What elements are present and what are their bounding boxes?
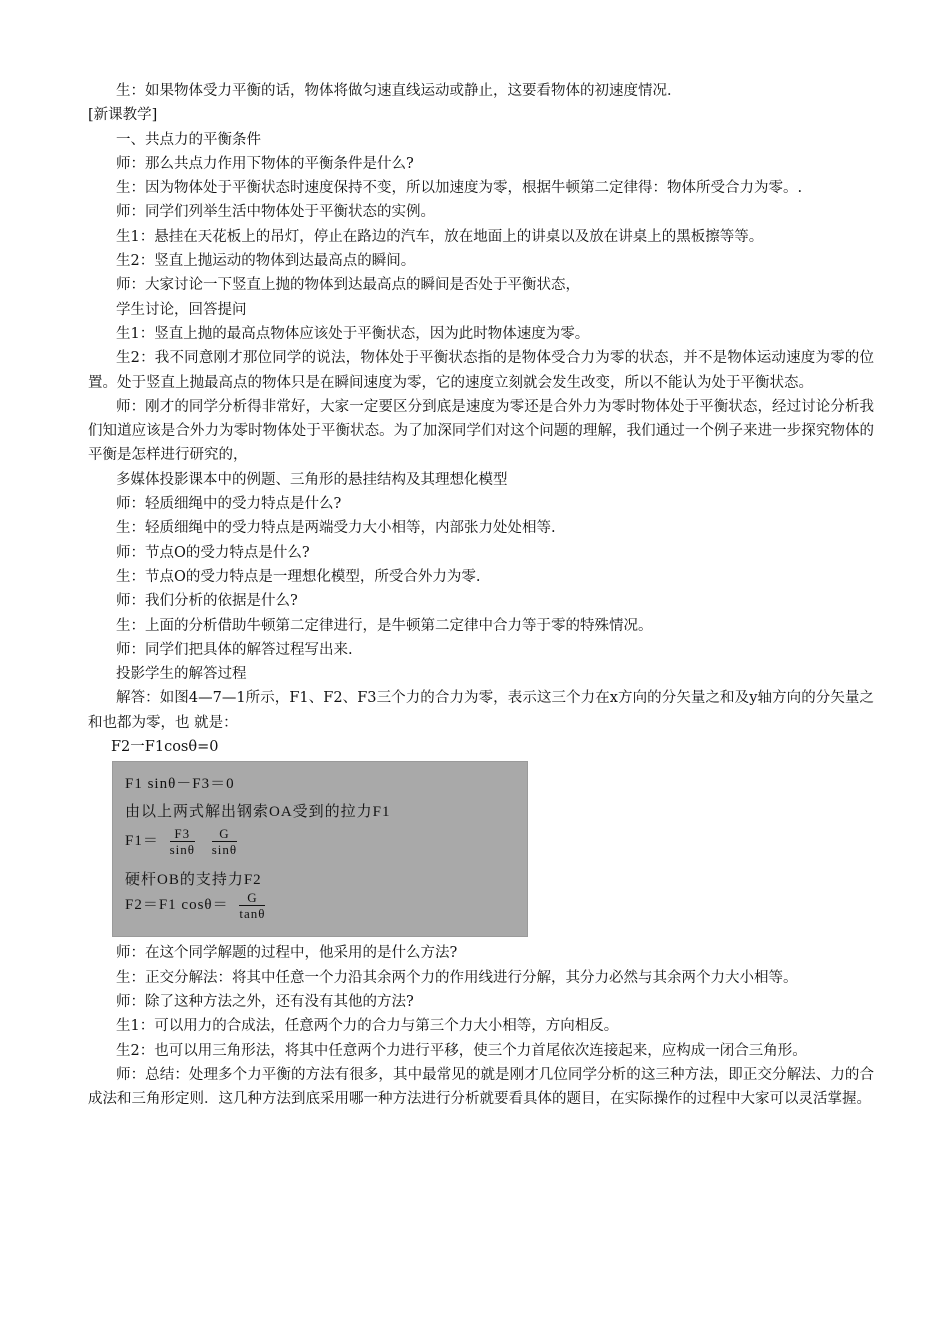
fraction-numerator: G	[239, 890, 265, 906]
figure-line-2: 由以上两式解出钢索OA受到的拉力F1	[125, 804, 391, 821]
paragraph: 生：轻质细绳中的受力特点是两端受力大小相等，内部张力处处相等.	[116, 520, 556, 537]
fraction-denominator: tanθ	[239, 906, 266, 922]
paragraph: 师：刚才的同学分析得非常好，大家一定要区分到底是速度为零还是合外力为零时物体处于平衡状态，经过讨论分析我们知道应该是合外力为零时物体处于平衡状态。为了加深同学们对这个问题的理解，我们通过一个例子来进一步探究物体的平衡是怎样进行研究的，	[88, 398, 874, 464]
figure-line-4: 硬杆OB的支持力F2	[125, 872, 262, 889]
figure-line-1: F1 sinθ－F3＝0	[125, 776, 235, 793]
paragraph: 生：上面的分析借助牛顿第二定律进行，是牛顿第二定律中合力等于零的特殊情况。	[116, 617, 653, 634]
paragraph: 生：如果物体受力平衡的话，物体将做匀速直线运动或静止，这要看物体的初速度情况．	[116, 83, 682, 99]
figure-line-3	[125, 826, 243, 857]
fraction-numerator: G	[212, 826, 237, 842]
paragraph: 师：除了这种方法之外，还有没有其他的方法?	[116, 993, 414, 1010]
formula-line: F2一F1cosθ=0	[111, 739, 219, 756]
fraction-denominator: sinθ	[211, 842, 238, 858]
paragraph: 师：节点O的受力特点是什么?	[116, 544, 310, 561]
paragraph: 师：在这个同学解题的过程中，他采用的是什么方法?	[116, 945, 458, 962]
figure-line-5	[125, 890, 271, 921]
paragraph: 师：同学们把具体的解答过程写出来.	[116, 641, 353, 658]
paragraph: 投影学生的解答过程	[116, 666, 247, 683]
paragraph: 师：我们分析的依据是什么?	[116, 593, 298, 610]
document-body	[88, 79, 874, 1111]
paragraph: 生2：我不同意刚才那位同学的说法，物体处于平衡状态指的是物体受合力为零的状态，并不是物体运动速度为零的位置。处于竖直上抛最高点的物体只是在瞬间速度为零，它的速度立刻就会发生改变，所以不能认为处于平衡状态。	[88, 350, 874, 391]
fraction-numerator: F3	[170, 826, 195, 842]
subsection-heading: 一、共点力的平衡条件	[116, 131, 261, 148]
paragraph: 师：大家讨论一下竖直上抛的物体到达最高点的瞬间是否处于平衡状态，	[116, 277, 580, 294]
section-heading: [新课教学]	[88, 107, 158, 124]
paragraph: 解答：如图4—7—1所示，F1、F2、F3三个力的合力为零，表示这三个力在x方向的分矢量之和及y轴方向的分矢量之和也都为零，也 就是：	[88, 690, 874, 731]
figure-line-3-left: F1＝	[125, 833, 159, 850]
paragraph: 生：节点O的受力特点是一理想化模型，所受合外力为零.	[116, 568, 481, 585]
paragraph: 生：正交分解法：将其中任意一个力沿其余两个力的作用线进行分解，其分力必然与其余两个力大小相等。	[116, 969, 798, 986]
paragraph: 师：那么共点力作用下物体的平衡条件是什么?	[116, 155, 414, 172]
fraction	[239, 890, 265, 921]
paragraph: 师：同学们列举生活中物体处于平衡状态的实例。	[116, 204, 435, 221]
solution-figure	[112, 761, 528, 937]
fraction	[170, 826, 195, 857]
paragraph: 师：总结：处理多个力平衡的方法有很多，其中最常见的就是刚才几位同学分析的这三种方法，即正交分解法、力的合成法和三角形定则．这几种方法到底采用哪一种方法进行分析就要看具体的题目，在实际操作的过程中大家可以灵活掌握。	[88, 1066, 874, 1108]
paragraph: 生2：也可以用三角形法，将其中任意两个力进行平移，使三个力首尾依次连接起来，应构成一闭合三角形。	[116, 1042, 807, 1059]
paragraph: 生2：竖直上抛运动的物体到达最高点的瞬间。	[116, 253, 416, 270]
paragraph: 师：轻质细绳中的受力特点是什么?	[116, 496, 342, 513]
figure-line-5-left: F2＝F1 cosθ＝	[125, 897, 229, 914]
paragraph: 多媒体投影课本中的例题、三角形的悬挂结构及其理想化模型	[116, 471, 508, 488]
fraction-denominator: sinθ	[169, 842, 195, 858]
paragraph: 生1：可以用力的合成法，任意两个力的合力与第三个力大小相等，方向相反。	[116, 1018, 619, 1035]
paragraph: 生1：竖直上抛的最高点物体应该处于平衡状态，因为此时物体速度为零。	[116, 325, 590, 342]
paragraph: 学生讨论，回答提问	[116, 301, 247, 318]
fraction	[212, 826, 237, 857]
paragraph: 生1：悬挂在天花板上的吊灯，停止在路边的汽车，放在地面上的讲桌以及放在讲桌上的黑板擦等等。	[116, 228, 764, 245]
paragraph: 生：因为物体处于平衡状态时速度保持不变，所以加速度为零，根据牛顿第二定律得：物体所受合力为零。.	[116, 180, 803, 197]
